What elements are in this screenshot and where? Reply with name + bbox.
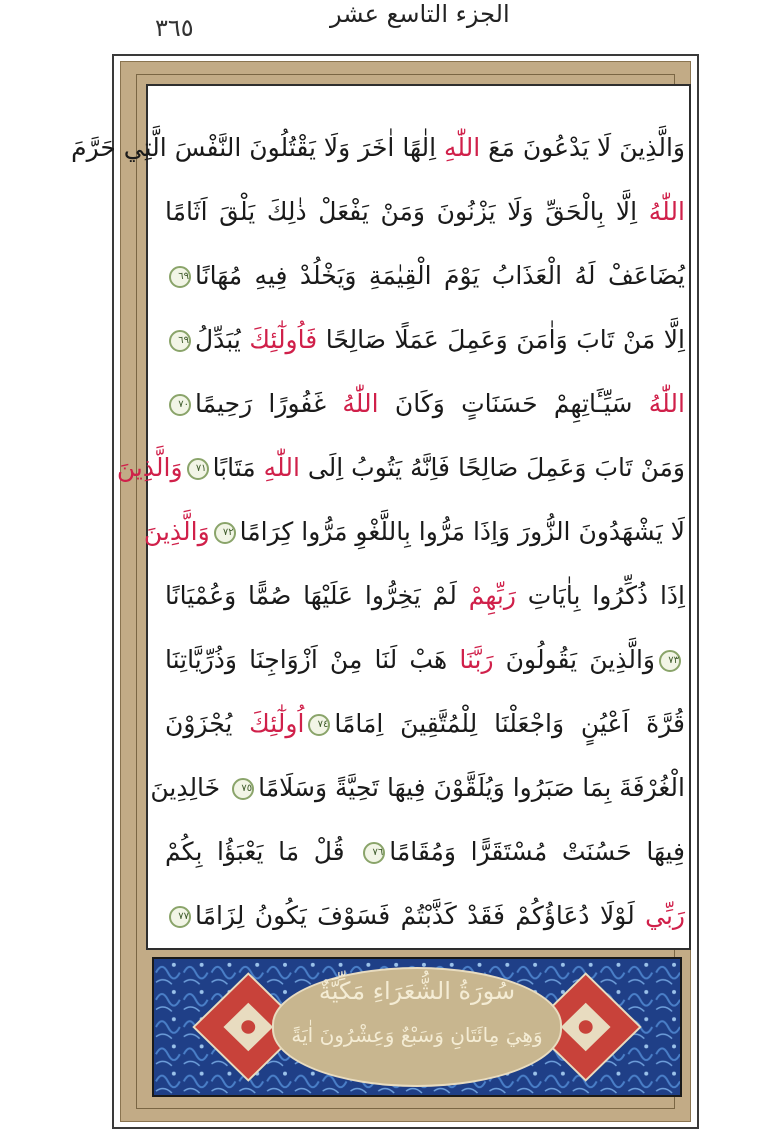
verse-text: وَمَنْ تَابَ وَعَمِلَ صَالِحًا فَاِنَّهُ يَتُوبُ اِلَى [299, 453, 685, 482]
verse-line [71, 118, 685, 178]
verse-text: اِلَّا بِالْحَقِّ وَلَا يَزْنُونَ وَمَنْ يَفْعَلْ ذٰلِكَ يَلْقَ اَثَامًا [165, 197, 649, 226]
ayah-number-marker: ٧٤ [308, 714, 330, 736]
verse-text: قُلْ مَا يَعْبَؤُا بِكُمْ [165, 837, 360, 866]
verse-text: اِلٰهًا اٰخَرَ وَلَا يَقْتُلُونَ النَّفْسَ الَّتِي حَرَّمَ [71, 133, 444, 162]
divine-name-text: اللّٰهُ [648, 389, 685, 418]
divine-name-text: اللّٰهُ [342, 389, 379, 418]
verse-text: يُضَاعَفْ لَهُ الْعَذَابُ يَوْمَ الْقِيٰمَةِ وَيَخْلُدْ فِيهِ مُهَانًا [195, 261, 685, 290]
verse-line [165, 886, 685, 946]
ayah-number-marker: ٧٦ [363, 842, 385, 864]
verse-text: اِذَا ذُكِّرُوا بِاٰيَاتِ [515, 581, 685, 610]
ayah-number-marker: ٧٢ [214, 522, 236, 544]
verse-text: مَتَابًا [212, 453, 264, 482]
ayah-number-marker: ٦٩ [169, 330, 191, 352]
verse-text: لَمْ يَخِرُّوا عَلَيْهَا صُمًّا وَعُمْيَانًا [165, 581, 469, 610]
verse-line [165, 694, 685, 754]
verse-text: هَبْ لَنَا مِنْ اَزْوَاجِنَا وَذُرِّيَّاتِنَا [165, 645, 460, 674]
verse-text: لَوْلَا دُعَاؤُكُمْ فَقَدْ كَذَّبْتُمْ فَسَوْفَ يَكُونُ لِزَامًا [195, 901, 646, 930]
divine-name-text: رَبِّهِمْ [468, 581, 516, 610]
verse-text: لَا يَشْهَدُونَ الزُّورَ وَاِذَا مَرُّوا بِاللَّغْوِ مَرُّوا كِرَامًا [239, 517, 685, 546]
ayah-number-marker: ٧٧ [169, 906, 191, 928]
divine-name-text: وَالَّذِينَ [143, 517, 210, 546]
sura-header-banner [152, 957, 682, 1097]
verse-text: غَفُورًا رَحِيمًا [195, 389, 343, 418]
verse-text: وَالَّذِينَ يَقُولُونَ [493, 645, 655, 674]
verse-line [165, 246, 685, 306]
ayah-number-marker: ٧١ [187, 458, 209, 480]
divine-name-text: رَبِّي [645, 901, 685, 930]
ayah-number-marker: ٧٠ [169, 394, 191, 416]
divine-name-text: اللّٰهِ [443, 133, 481, 162]
verse-text: سَيِّـَٔاتِهِمْ حَسَنَاتٍ وَكَانَ [378, 389, 649, 418]
ayah-number-marker: ٧٣ [659, 650, 681, 672]
divine-name-text: رَبَّنَا [459, 645, 494, 674]
verse-line [165, 182, 685, 242]
verse-line [165, 566, 685, 626]
divine-name-text: وَالَّذِينَ [116, 453, 183, 482]
juz-title: الجزء التاسع عشر [330, 0, 510, 28]
ayah-number-marker: ٦٩ [169, 266, 191, 288]
verse-text: اِلَّا مَنْ تَابَ وَاٰمَنَ وَعَمِلَ عَمَلًا صَالِحًا [317, 325, 685, 354]
sura-name: سُورَةُ الشُّعَرَاءِ مَكِّيَّةٌ [318, 977, 516, 1005]
divine-name-text: اللّٰهُ [648, 197, 685, 226]
divine-name-text: فَاُولٰٓئِكَ [249, 325, 318, 354]
verse-text: فِيهَا حَسُنَتْ مُسْتَقَرًّا وَمُقَامًا [389, 837, 685, 866]
verse-text: وَالَّذِينَ لَا يَدْعُونَ مَعَ [480, 133, 685, 162]
verse-text: خَالِدِينَ [150, 773, 229, 802]
verse-line [143, 502, 685, 562]
verse-line [165, 374, 685, 434]
verse-line [165, 310, 685, 370]
verse-text: الْغُرْفَةَ بِمَا صَبَرُوا وَيُلَقَّوْنَ فِيهَا تَحِيَّةً وَسَلَامًا [258, 773, 685, 802]
divine-name-text: اللّٰهِ [263, 453, 300, 482]
verse-line [150, 758, 685, 818]
verse-text: يُبَدِّلُ [195, 325, 250, 354]
divine-name-text: اُولٰٓئِكَ [249, 709, 305, 738]
verse-line [165, 822, 685, 882]
sura-verse-count: وَهِيَ مِائَتَانِ وَسَبْعٌ وَعِشْرُونَ اٰيَةً [291, 1023, 543, 1047]
ayah-number-marker: ٧٥ [232, 778, 254, 800]
page-number: ٣٦٥ [155, 14, 194, 42]
verse-line [116, 438, 685, 498]
verse-text: يُجْزَوْنَ [165, 709, 250, 738]
verse-line [165, 630, 685, 690]
verse-text: قُرَّةَ اَعْيُنٍ وَاجْعَلْنَا لِلْمُتَّقِينَ اِمَامًا [334, 709, 685, 738]
